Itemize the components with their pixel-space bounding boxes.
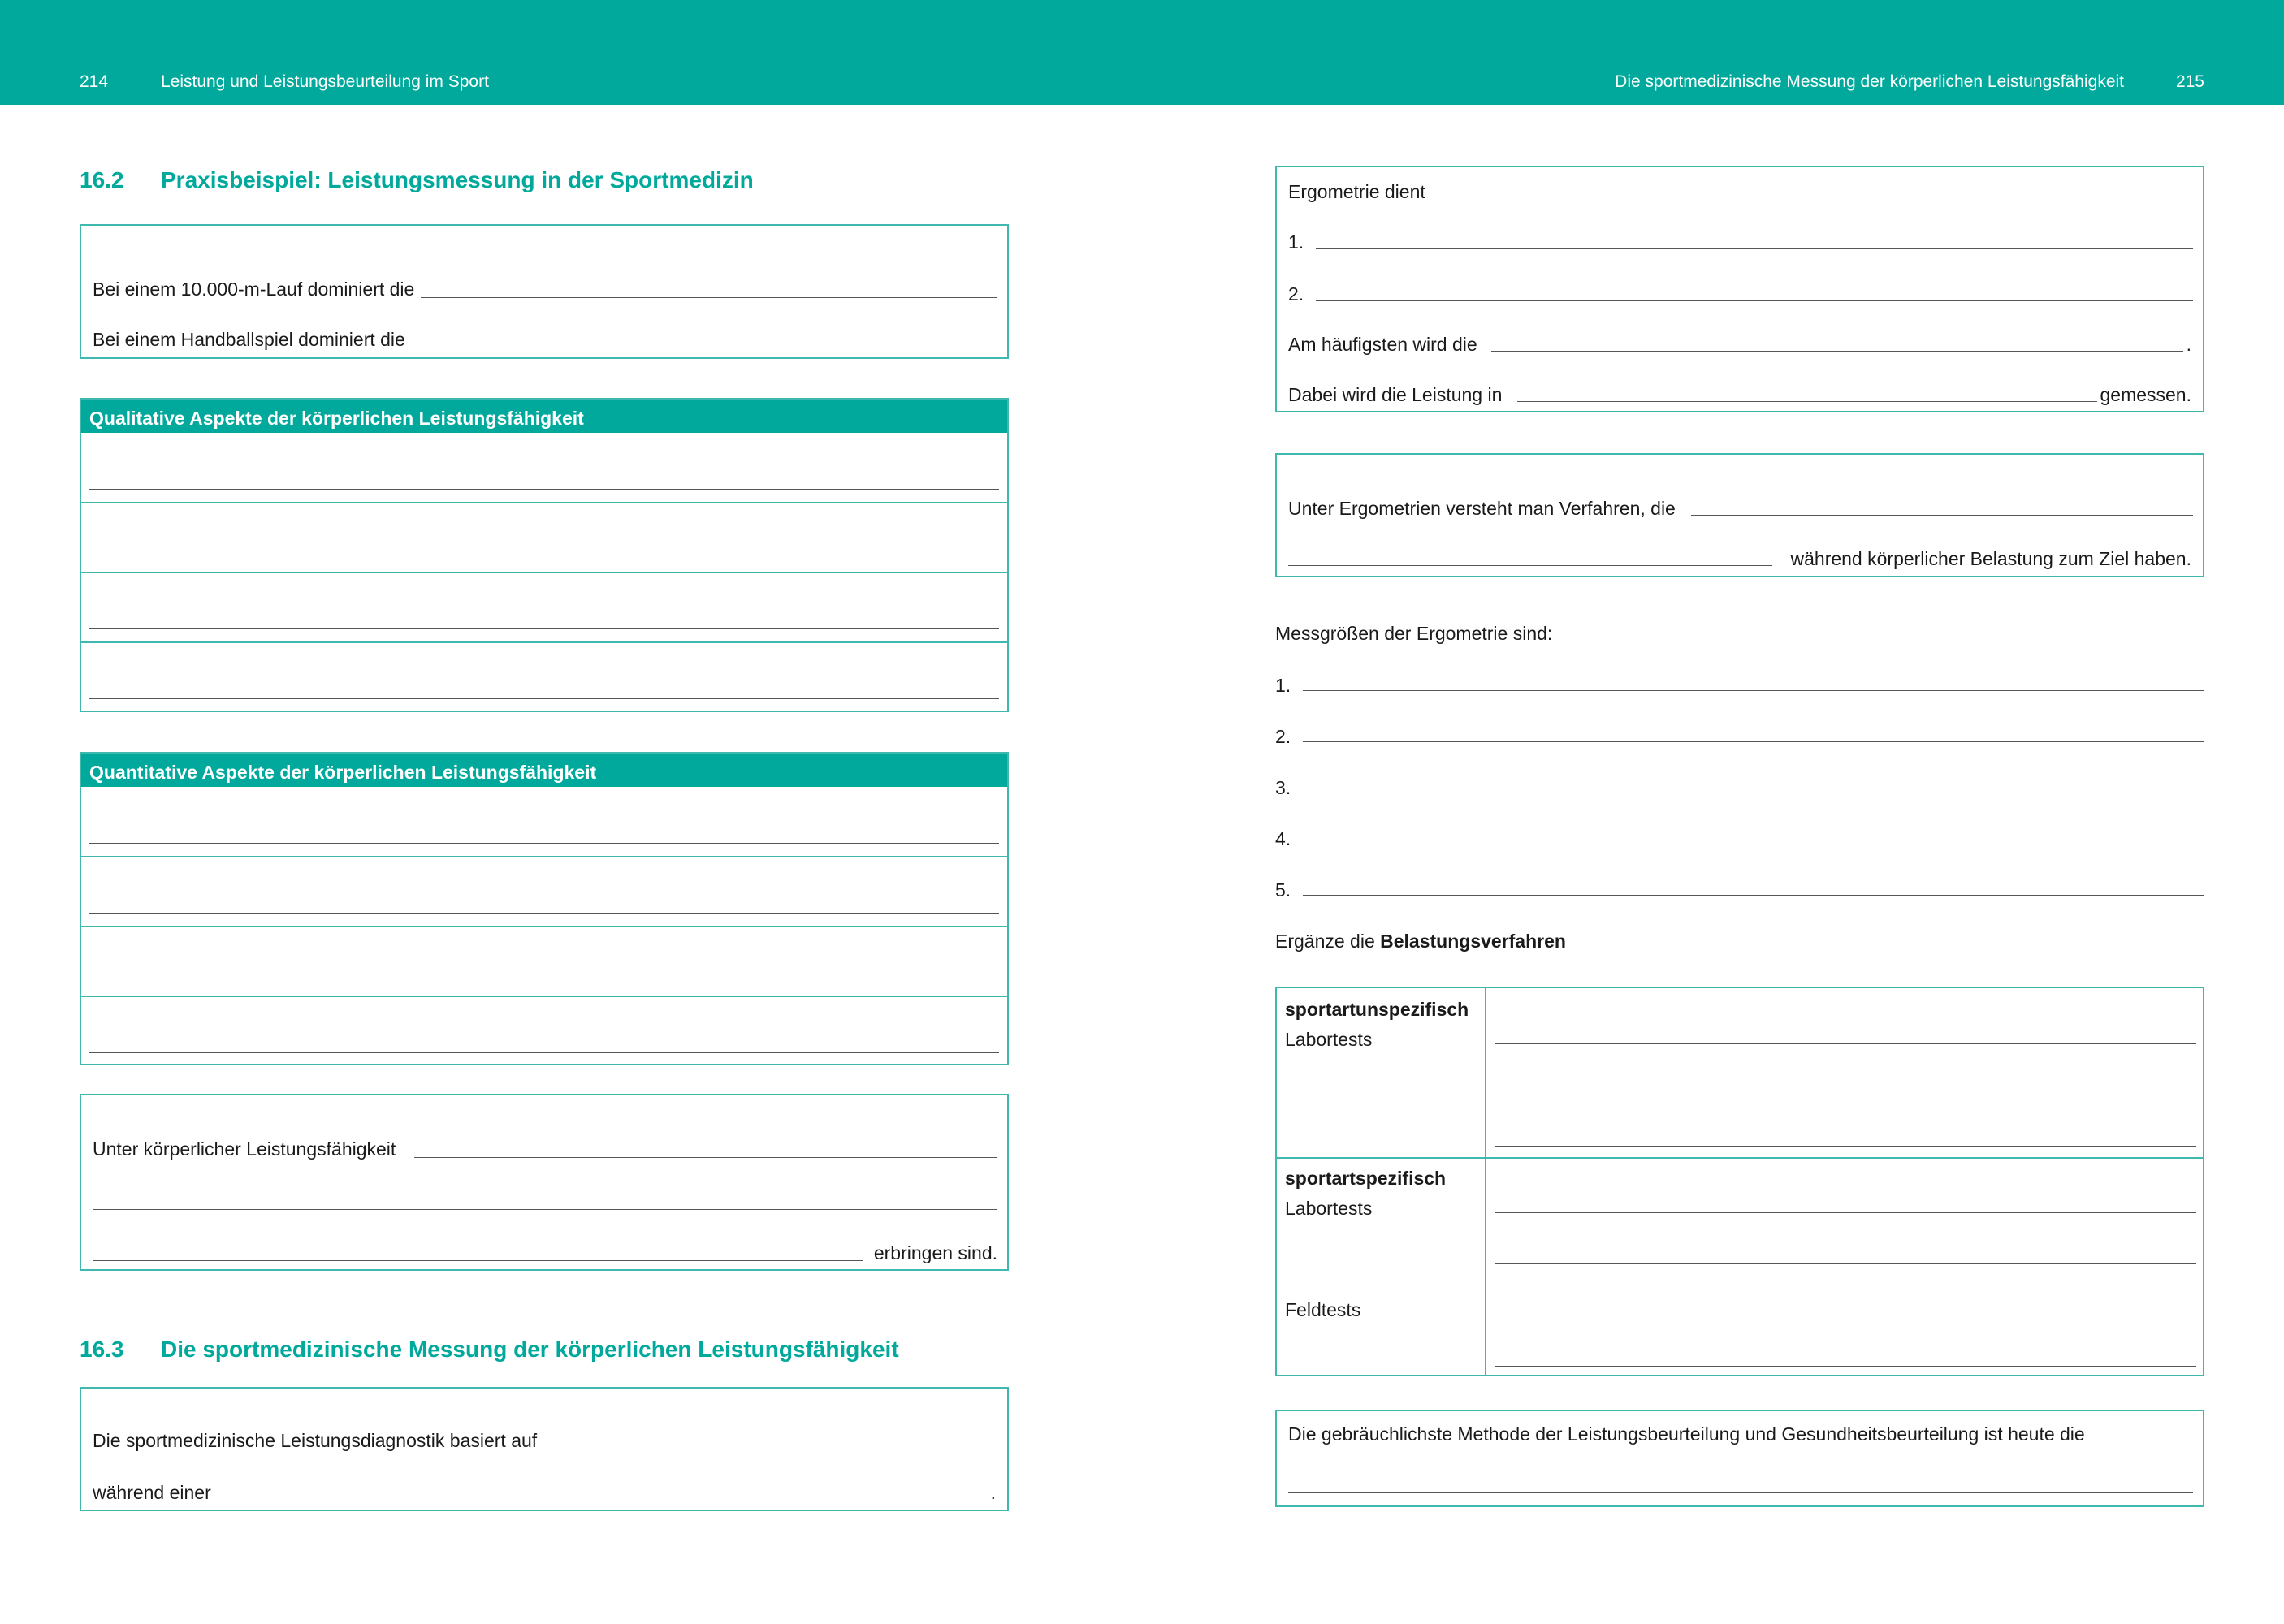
ergometry-box — [1275, 166, 2204, 412]
row-divider — [81, 502, 1007, 503]
row-divider — [81, 926, 1007, 927]
method-line-2-blank[interactable] — [1288, 1492, 2193, 1493]
section-16-2-title: Praxisbeispiel: Leistungsmessung in der Sportmedizin — [161, 167, 754, 192]
procedures-intro — [1275, 930, 1566, 952]
diagnostics-line-1-label: Die sportmedizinische Leistungsdiagnostik basiert auf — [93, 1430, 538, 1451]
ergometry-line-3-end: . — [2186, 334, 2191, 355]
row-divider — [81, 641, 1007, 643]
section-16-3-title: Die sportmedizinische Messung der körperlichen Leistungsfähigkeit — [161, 1337, 899, 1362]
procedures-row-1-blank-1[interactable] — [1495, 1043, 2196, 1044]
section-16-2-number: 16.2 — [80, 167, 124, 192]
right-page-number: 215 — [2175, 72, 2204, 91]
quantitative-table — [80, 752, 1009, 1065]
ergometry-line-3-label: Am häufigsten wird die — [1288, 334, 1477, 355]
procedures-row-1-heading — [1285, 998, 1469, 1021]
quantitative-blank-4[interactable] — [89, 1052, 999, 1053]
measures-item-5-number: 5. — [1275, 879, 1291, 901]
diagnostics-line-2-label: während einer — [93, 1482, 211, 1503]
ergometry-item-2-number: 2. — [1288, 283, 1304, 304]
qualitative-blank-3[interactable] — [89, 628, 999, 629]
dominance-line-1-blank[interactable] — [421, 297, 997, 298]
procedures-intro-bold: Belastungsverfahren — [1380, 931, 1566, 952]
procedures-row-2-heading — [1285, 1167, 1446, 1190]
quantitative-table-header: Quantitative Aspekte der körperlichen Leistungsfähigkeit — [81, 754, 1007, 787]
dominance-line-1-label: Bei einem 10.000-m-Lauf dominiert die — [93, 279, 415, 300]
procedures-row-2-bold: sportartspezifisch — [1285, 1168, 1447, 1189]
ergometry-def-line-2-end: während körperlicher Belastung zum Ziel haben. — [1790, 548, 2191, 569]
procedures-table — [1275, 987, 2204, 1376]
ergometry-def-line-1-label: Unter Ergometrien versteht man Verfahren, die — [1288, 498, 1676, 519]
qualitative-table-header: Qualitative Aspekte der körperlichen Leistungsfähigkeit — [81, 400, 1007, 433]
measures-item-1-blank[interactable] — [1303, 690, 2204, 691]
quantitative-blank-2[interactable] — [89, 913, 999, 914]
measures-item-2-number: 2. — [1275, 726, 1291, 747]
method-line-1-label: Die gebräuchlichste Methode der Leistungsbeurteilung und Gesundheitsbeurteilung ist heute die — [1288, 1423, 2085, 1445]
qualitative-blank-1[interactable] — [89, 489, 999, 490]
row-divider — [81, 572, 1007, 573]
measures-title: Messgrößen der Ergometrie sind: — [1275, 623, 1553, 644]
measures-item-4-number: 4. — [1275, 828, 1291, 849]
ergometry-def-line-2-blank[interactable] — [1288, 565, 1772, 566]
diagnostics-box — [80, 1387, 1009, 1511]
procedures-row-1-bold: sportartunspezifisch — [1285, 999, 1469, 1020]
measures-item-1-number: 1. — [1275, 675, 1291, 696]
measures-item-2-blank[interactable] — [1303, 741, 2204, 742]
procedures-row-2-blank-1[interactable] — [1495, 1212, 2196, 1213]
procedures-row-2-blank-2[interactable] — [1495, 1263, 2196, 1264]
procedures-row-2-blank-4[interactable] — [1495, 1366, 2196, 1367]
ergometry-item-1-number: 1. — [1288, 231, 1304, 253]
definition-line-3-blank[interactable] — [93, 1260, 863, 1261]
ergometry-item-2-blank[interactable] — [1316, 300, 2193, 301]
method-box — [1275, 1410, 2204, 1507]
measures-item-3-number: 3. — [1275, 777, 1291, 798]
row-divider — [81, 856, 1007, 857]
row-divider — [81, 996, 1007, 997]
ergometry-line-4-end: gemessen. — [2100, 384, 2191, 405]
diagnostics-line-2-end: . — [990, 1482, 996, 1503]
ergometry-definition-box — [1275, 453, 2204, 577]
definition-box — [80, 1094, 1009, 1271]
section-16-3-number: 16.3 — [80, 1337, 124, 1362]
ergometry-def-line-1-blank[interactable] — [1691, 515, 2193, 516]
left-page-number: 214 — [80, 72, 109, 91]
procedures-row-2-label-1: Labortests — [1285, 1198, 1373, 1219]
definition-line-2-blank[interactable] — [93, 1209, 997, 1210]
column-divider — [1485, 988, 1486, 1375]
dominance-box — [80, 224, 1009, 359]
qualitative-blank-4[interactable] — [89, 698, 999, 699]
dominance-line-2-label: Bei einem Handballspiel dominiert die — [93, 329, 405, 350]
procedures-row-2-label-2: Feldtests — [1285, 1299, 1361, 1320]
definition-line-1-label: Unter körperlicher Leistungsfähigkeit — [93, 1138, 396, 1160]
right-running-title: Die sportmedizinische Messung der körperlichen Leistungsfähigkeit — [1615, 72, 2124, 91]
ergometry-line-3-blank[interactable] — [1491, 351, 2183, 352]
procedures-row-1-label: Labortests — [1285, 1029, 1373, 1050]
ergometry-item-1-blank[interactable] — [1316, 248, 2193, 249]
ergometry-line-4-blank[interactable] — [1517, 401, 2097, 402]
quantitative-blank-1[interactable] — [89, 843, 999, 844]
procedures-row-1-blank-3[interactable] — [1495, 1146, 2196, 1147]
left-running-title: Leistung und Leistungsbeurteilung im Sport — [161, 72, 489, 91]
ergometry-line-4-label: Dabei wird die Leistung in — [1288, 384, 1503, 405]
ergometry-title: Ergometrie dient — [1288, 181, 1425, 202]
definition-line-3-end: erbringen sind. — [873, 1242, 997, 1263]
procedures-intro-text: Ergänze die — [1275, 931, 1381, 952]
qualitative-table — [80, 398, 1009, 712]
definition-line-1-blank[interactable] — [414, 1157, 997, 1158]
row-divider — [1277, 1157, 2203, 1159]
measures-item-5-blank[interactable] — [1303, 895, 2204, 896]
